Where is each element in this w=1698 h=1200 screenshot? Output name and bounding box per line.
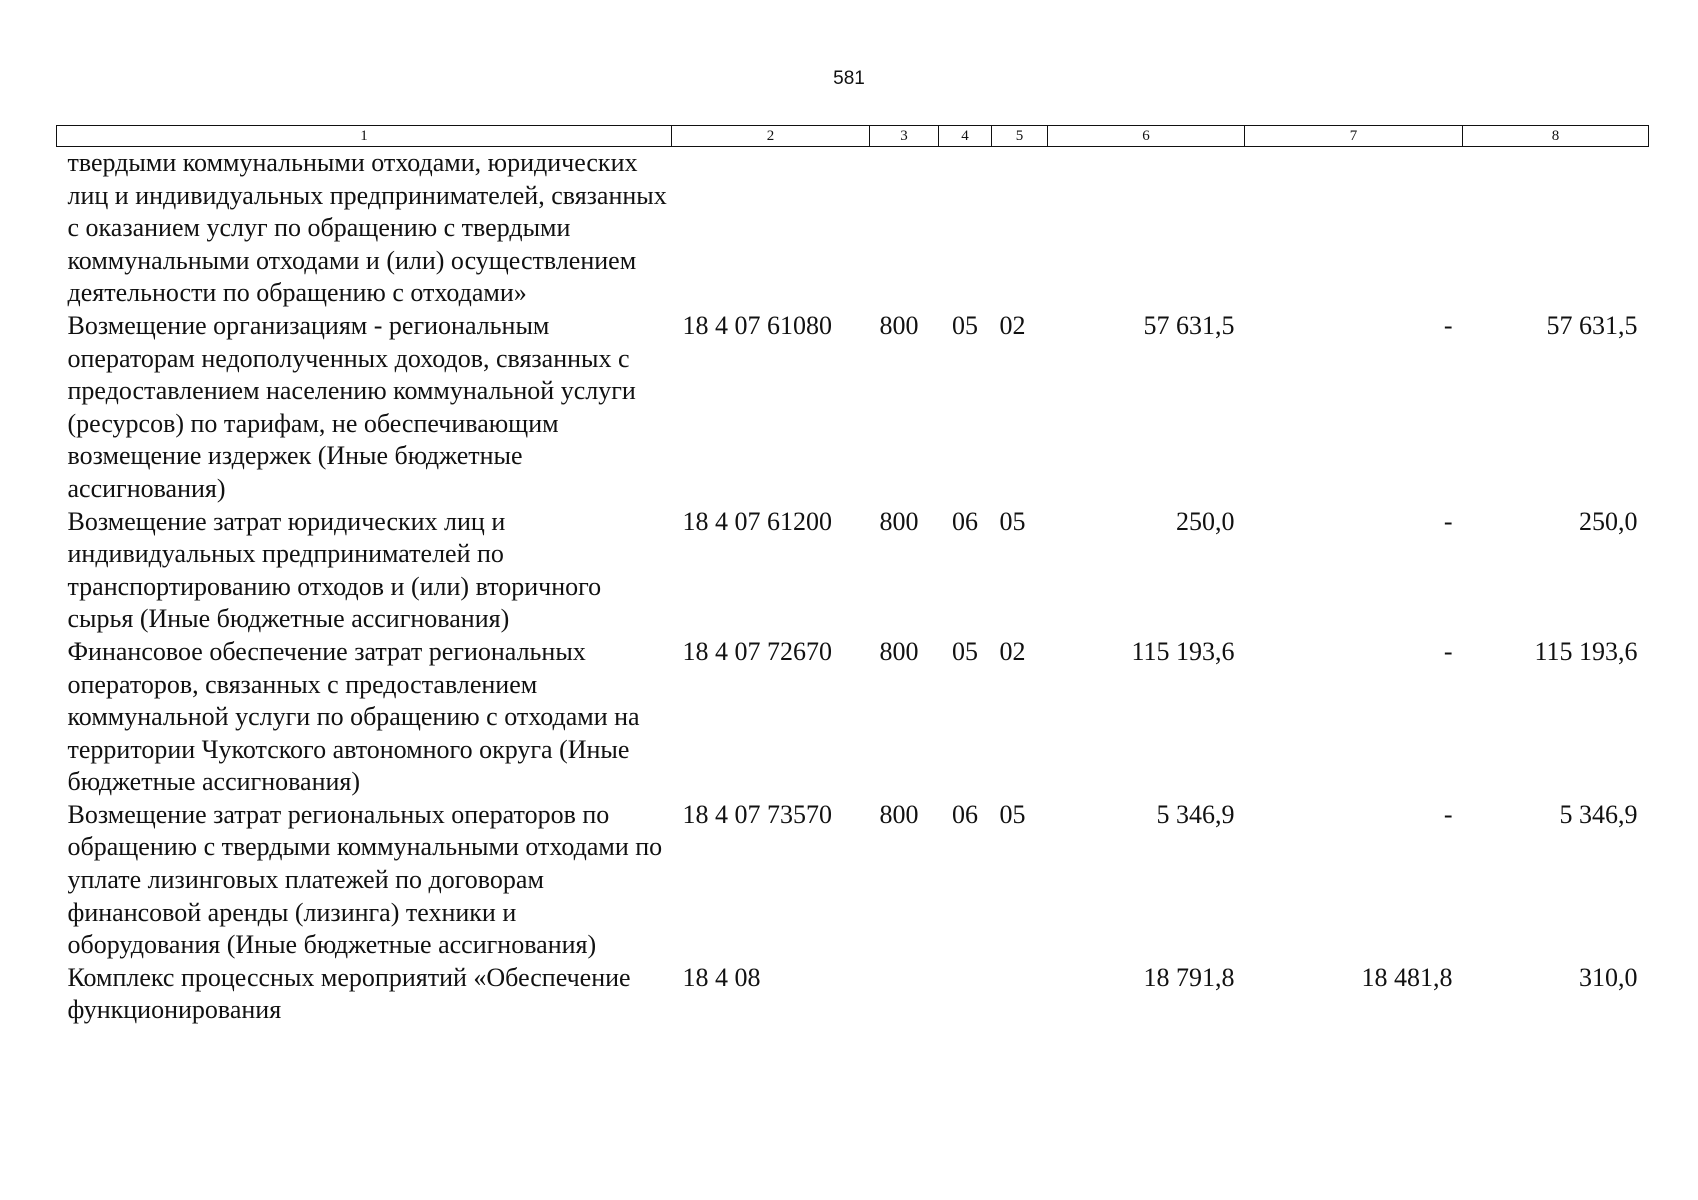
row-total: 5 346,9 xyxy=(1156,799,1235,829)
table-row xyxy=(57,636,1649,799)
row-section xyxy=(939,962,992,1027)
row-col8: 57 631,5 xyxy=(1546,310,1638,340)
row-code: 18 4 08 xyxy=(682,962,761,992)
row-name: твердыми коммунальными отходами, юридических лиц и индивидуальных предпринимателей, связанных с оказанием услуг по обращению с твердыми коммунальными отходами и (или) осуществлением деятельности по обращению с отходами» xyxy=(67,148,667,308)
row-col8: 310,0 xyxy=(1579,962,1638,992)
row-section: 05 xyxy=(952,310,978,340)
row-subsection: 05 xyxy=(999,799,1026,829)
column-header-8: 8 xyxy=(1463,126,1649,147)
table-row xyxy=(57,506,1649,636)
row-kvr xyxy=(870,147,939,310)
row-kvr: 800 xyxy=(879,636,919,666)
row-name: Финансовое обеспечение затрат региональных операторов, связанных с предоставлением коммунальной услуги по обращению с отходами на территории Чукотского автономного округа (Иные бюджетные ассигнования) xyxy=(67,636,640,797)
row-section xyxy=(939,147,992,310)
table-row xyxy=(57,147,1649,310)
row-col7: - xyxy=(1443,310,1453,340)
column-header-2: 2 xyxy=(672,126,870,147)
table-header xyxy=(57,126,1649,147)
row-name: Возмещение затрат юридических лиц и индивидуальных предпринимателей по транспортированию отходов и (или) вторичного сырья (Иные бюджетные ассигнования) xyxy=(67,506,602,634)
row-col8: 115 193,6 xyxy=(1534,636,1638,666)
row-section: 06 xyxy=(952,799,978,829)
row-code xyxy=(672,147,870,310)
budget-table xyxy=(56,125,1649,1027)
column-header-4: 4 xyxy=(939,126,992,147)
column-header-6: 6 xyxy=(1048,126,1245,147)
row-section: 05 xyxy=(952,636,978,666)
column-header-1: 1 xyxy=(57,126,672,147)
table-row xyxy=(57,799,1649,962)
row-subsection: 02 xyxy=(999,310,1026,340)
row-name: Возмещение организациям - региональным операторам недополученных доходов, связанных с предоставлением населению коммунальной услуги (ресурсов) по тарифам, не обеспечивающим возмещение издержек (Иные бюджетные ассигнования) xyxy=(67,310,636,503)
row-col8: 5 346,9 xyxy=(1559,799,1638,829)
row-name: Возмещение затрат региональных операторов по обращению с твердыми коммунальными отходами по уплате лизинговых платежей по договорам финансовой аренды (лизинга) техники и оборудования (Иные бюджетные ассигнования) xyxy=(67,799,663,960)
row-col7 xyxy=(1245,147,1463,310)
table-row xyxy=(57,962,1649,1027)
column-header-5: 5 xyxy=(992,126,1048,147)
row-subsection xyxy=(992,147,1048,310)
table-row xyxy=(57,310,1649,506)
row-col7: 18 481,8 xyxy=(1361,962,1453,992)
row-name: Комплекс процессных мероприятий «Обеспечение функционирования xyxy=(67,962,631,1025)
row-code: 18 4 07 72670 xyxy=(682,636,832,666)
row-subsection: 02 xyxy=(999,636,1026,666)
column-number-row xyxy=(57,126,1649,147)
row-col7: - xyxy=(1443,799,1453,829)
table-body xyxy=(57,147,1649,1028)
row-section: 06 xyxy=(952,506,978,536)
row-total: 115 193,6 xyxy=(1131,636,1235,666)
row-col8 xyxy=(1463,147,1649,310)
row-col8: 250,0 xyxy=(1579,506,1638,536)
column-header-3: 3 xyxy=(870,126,939,147)
row-code: 18 4 07 61200 xyxy=(682,506,832,536)
row-kvr: 800 xyxy=(879,310,919,340)
row-kvr: 800 xyxy=(879,506,919,536)
row-code: 18 4 07 61080 xyxy=(682,310,832,340)
row-subsection: 05 xyxy=(999,506,1026,536)
row-total xyxy=(1048,147,1245,310)
row-code: 18 4 07 73570 xyxy=(682,799,832,829)
column-header-7: 7 xyxy=(1245,126,1463,147)
row-total: 57 631,5 xyxy=(1143,310,1235,340)
row-total: 18 791,8 xyxy=(1143,962,1235,992)
row-col7: - xyxy=(1443,636,1453,666)
row-col7: - xyxy=(1443,506,1453,536)
row-kvr: 800 xyxy=(879,799,919,829)
page-number: 581 xyxy=(833,68,865,89)
row-total: 250,0 xyxy=(1176,506,1235,536)
row-kvr xyxy=(870,962,939,1027)
row-subsection xyxy=(992,962,1048,1027)
